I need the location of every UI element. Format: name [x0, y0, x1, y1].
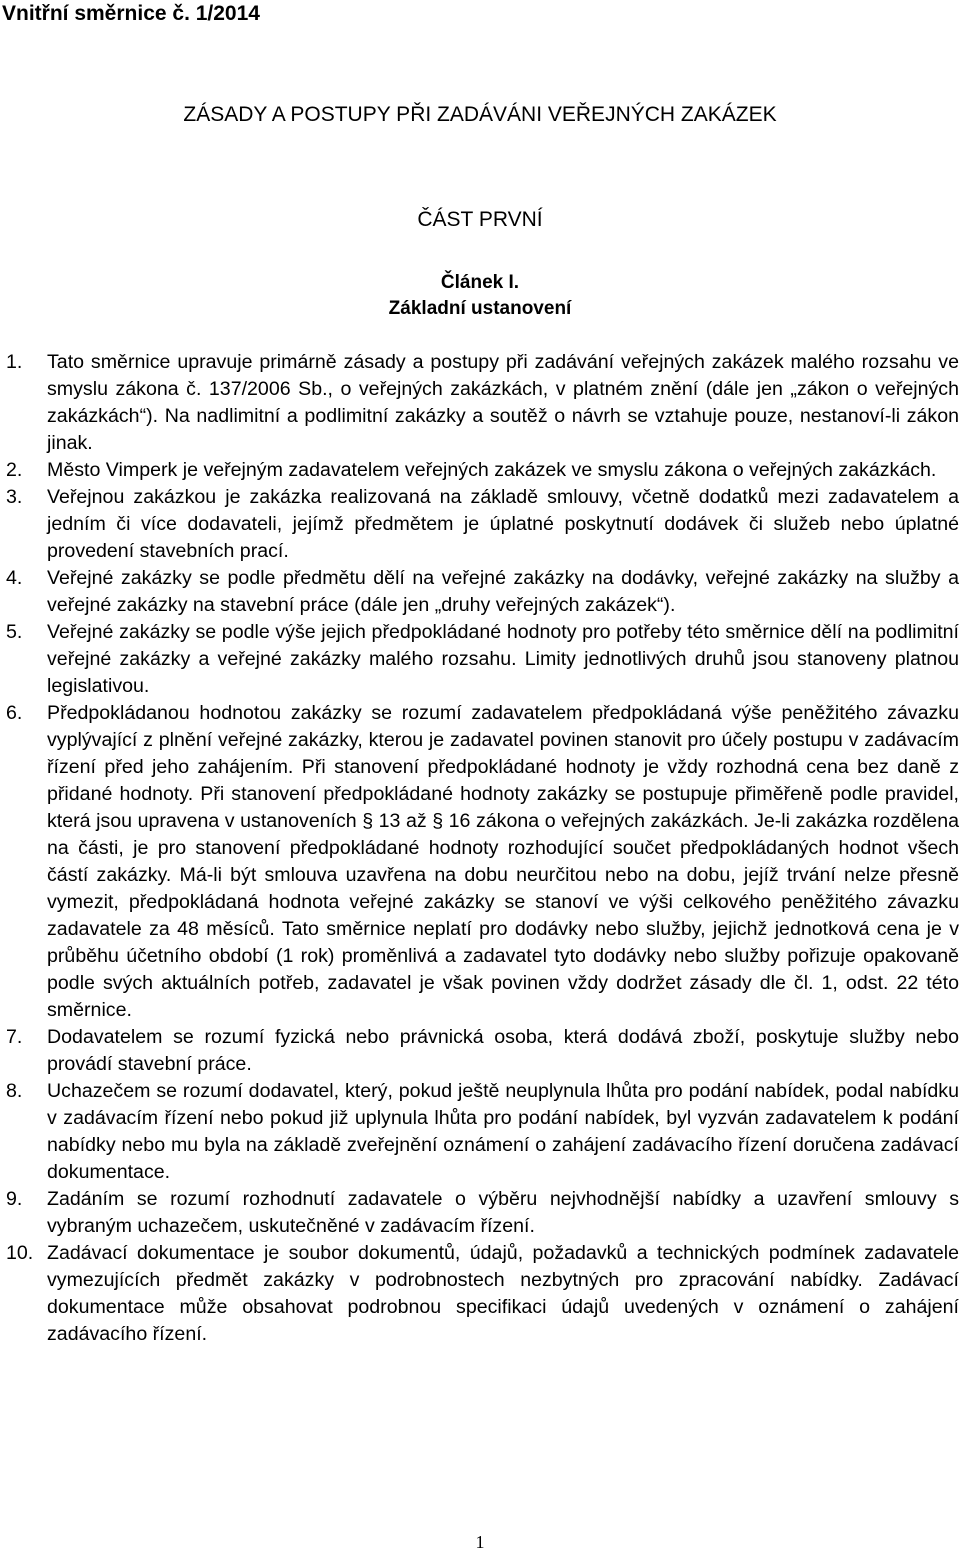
clause-list: [6, 349, 959, 1348]
clause-text: Uchazečem se rozumí dodavatel, který, pokud ještě neuplynula lhůta pro podání nabídek, podal nabídku v zadávacím řízení nebo pokud již uplynula lhůta pro podání nabídek, byl vyzván zadavatelem k podání nabídky nebo mu byla na základě zveřejnění oznámení o zahájení zadávacího řízení doručena zadávací dokumentace.: [47, 1080, 959, 1183]
clause-number: 8.: [6, 1080, 23, 1102]
page-number: 1: [475, 1532, 485, 1552]
clause: [6, 1186, 959, 1240]
clause: [6, 484, 959, 565]
clause-text: Veřejnou zakázkou je zakázka realizovaná na základě smlouvy, včetně dodatků mezi zadavatelem a jedním či více dodavateli, jejímž předmětem je úplatné poskytnutí dodávek či služeb nebo úplatné provedení stavebních prací.: [47, 486, 959, 562]
clause: [6, 1078, 959, 1186]
clause-text: Veřejné zakázky se podle předmětu dělí na veřejné zakázky na dodávky, veřejné zakázky na služby a veřejné zakázky na stavební práce (dále jen „druhy veřejných zakázek“).: [47, 567, 959, 616]
clause: [6, 700, 959, 1024]
clause-text: Dodavatelem se rozumí fyzická nebo právnická osoba, která dodává zboží, poskytuje služby nebo provádí stavební práce.: [47, 1026, 959, 1075]
clause-number: 2.: [6, 459, 23, 481]
clause-text: Zadáním se rozumí rozhodnutí zadavatele o výběru nejvhodnější nabídky a uzavření smlouvy s vybraným uchazečem, uskutečněné v zadávacím řízení.: [47, 1188, 959, 1237]
clause: [6, 457, 959, 484]
clause: [6, 619, 959, 700]
article-number: Článek I.: [440, 272, 520, 293]
clause-number: 4.: [6, 567, 23, 589]
clause-number: 7.: [6, 1026, 23, 1048]
clause: [6, 1240, 959, 1348]
clause-number: 1.: [6, 351, 23, 373]
article-heading: Základní ustanovení: [388, 298, 572, 319]
clause-number: 3.: [6, 486, 23, 508]
clause-number: 5.: [6, 621, 23, 643]
directive-label: Vnitřní směrnice č. 1/2014: [2, 2, 260, 25]
clause-text: Město Vimperk je veřejným zadavatelem veřejných zakázek ve smyslu zákona o veřejných zakázkách.: [47, 459, 937, 481]
clause-text: Veřejné zakázky se podle výše jejich předpokládané hodnoty pro potřeby této směrnice dělí na podlimitní veřejné zakázky a veřejné zakázky malého rozsahu. Limity jednotlivých druhů jsou stanoveny platnou legislativou.: [47, 621, 959, 697]
clause: [6, 565, 959, 619]
clause-number: 6.: [6, 702, 23, 724]
document-title: ZÁSADY A POSTUPY PŘI ZADÁVÁNI VEŘEJNÝCH ZAKÁZEK: [183, 103, 777, 126]
clause-text: Tato směrnice upravuje primárně zásady a postupy při zadávání veřejných zakázek malého rozsahu ve smyslu zákona č. 137/2006 Sb., o veřejných zakázkách, v platném znění (dále jen „zákon o veřejných zakázkách“). Na nadlimitní a podlimitní zakázky a soutěž o návrh se vztahuje pouze, nestanoví-li zákon jinak.: [47, 351, 959, 454]
clause-number: 10.: [6, 1242, 34, 1264]
clause-text: Zadávací dokumentace je soubor dokumentů, údajů, požadavků a technických podmínek zadavatele vymezujících předmět zakázky v podrobnostech nezbytných pro zpracování nabídky. Zadávací dokumentace může obsahovat podrobnou specifikaci údajů uvedených v oznámení o zahájení zadávacího řízení.: [47, 1242, 959, 1345]
clause-text: Předpokládanou hodnotou zakázky se rozumí zadavatelem předpokládaná výše peněžitého závazku vyplývající z plnění veřejné zakázky, kterou je zadavatel povinen stanovit pro účely postupu v zadávacím řízení před jeho zahájením. Při stanovení předpokládané hodnoty je vždy rozhodná cena bez daně z přidané hodnoty. Při stanovení předpokládané hodnoty zakázky se postupuje přiměřeně podle pravidel, která jsou upravena v ustanoveních § 13 až § 16 zákona o veřejných zakázkách. Je-li zakázka rozdělena na části, je pro stanovení předpokládané hodnoty rozhodující součet předpokládaných hodnot všech částí zakázky. Má-li být smlouva uzavřena na dobu neurčitou nebo na dobu, jejíž trvání nelze přesně vymezit, předpokládaná hodnota veřejné zakázky se stanoví ve výši celkového peněžitého závazku zadavatele za 48 měsíců. Tato směrnice neplatí pro dodávky nebo služby, jejichž jednotková cena je v průběhu účetního období (1 rok) proměnlivá a zadavatel tyto dodávky nebo služby pořizuje opakovaně podle svých aktuálních potřeb, zadavatel je však povinen vždy dodržet zásady dle čl. 1, odst. 22 této směrnice.: [47, 702, 959, 1021]
part-title: ČÁST PRVNÍ: [417, 208, 543, 231]
clause: [6, 349, 959, 457]
clause-number: 9.: [6, 1188, 23, 1210]
clause: [6, 1024, 959, 1078]
